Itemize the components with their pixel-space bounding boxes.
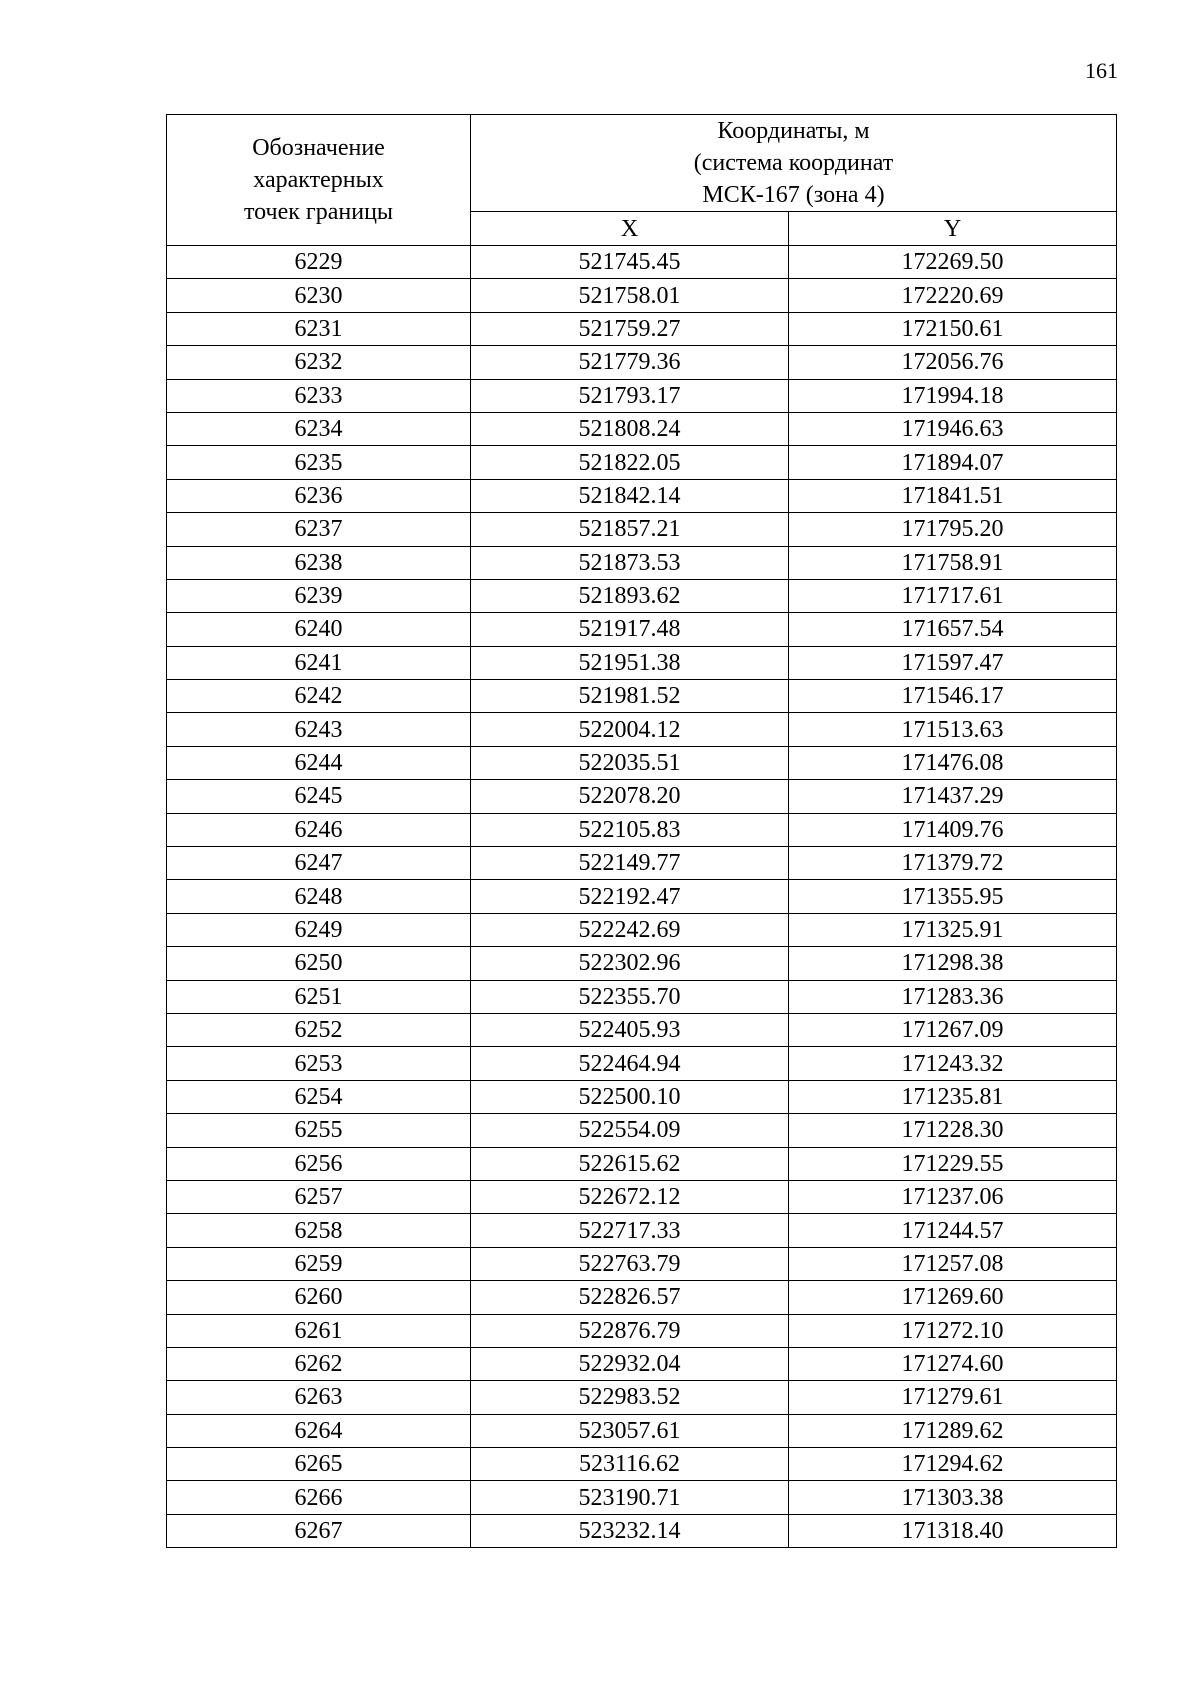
point-cell: 6245 bbox=[167, 780, 471, 813]
point-cell: 6231 bbox=[167, 312, 471, 345]
point-cell: 6263 bbox=[167, 1381, 471, 1414]
x-cell: 522242.69 bbox=[471, 913, 789, 946]
table-header bbox=[167, 115, 1117, 246]
table-row bbox=[167, 780, 1117, 813]
point-cell: 6230 bbox=[167, 279, 471, 312]
y-cell: 171244.57 bbox=[789, 1214, 1117, 1247]
table-row bbox=[167, 546, 1117, 579]
point-cell: 6265 bbox=[167, 1448, 471, 1481]
x-cell: 523232.14 bbox=[471, 1514, 789, 1547]
y-cell: 171279.61 bbox=[789, 1381, 1117, 1414]
x-cell: 521917.48 bbox=[471, 613, 789, 646]
table-row bbox=[167, 379, 1117, 412]
x-cell: 522554.09 bbox=[471, 1114, 789, 1147]
point-cell: 6241 bbox=[167, 646, 471, 679]
y-cell: 171272.10 bbox=[789, 1314, 1117, 1347]
y-cell: 171657.54 bbox=[789, 613, 1117, 646]
table-row bbox=[167, 346, 1117, 379]
x-cell: 522763.79 bbox=[471, 1247, 789, 1280]
point-cell: 6243 bbox=[167, 713, 471, 746]
x-cell: 522355.70 bbox=[471, 980, 789, 1013]
point-cell: 6267 bbox=[167, 1514, 471, 1547]
x-cell: 522615.62 bbox=[471, 1147, 789, 1180]
point-cell: 6233 bbox=[167, 379, 471, 412]
point-cell: 6251 bbox=[167, 980, 471, 1013]
y-cell: 171318.40 bbox=[789, 1514, 1117, 1547]
table-body bbox=[167, 246, 1117, 1548]
x-cell: 522983.52 bbox=[471, 1381, 789, 1414]
table-row bbox=[167, 1247, 1117, 1280]
x-cell: 522035.51 bbox=[471, 746, 789, 779]
table-row bbox=[167, 1314, 1117, 1347]
y-cell: 171597.47 bbox=[789, 646, 1117, 679]
point-cell: 6259 bbox=[167, 1247, 471, 1280]
point-cell: 6264 bbox=[167, 1414, 471, 1447]
table-row bbox=[167, 980, 1117, 1013]
header-coords-line: Координаты, м bbox=[717, 118, 870, 144]
table-row bbox=[167, 1147, 1117, 1180]
point-cell: 6232 bbox=[167, 346, 471, 379]
table-row bbox=[167, 813, 1117, 846]
point-cell: 6235 bbox=[167, 446, 471, 479]
point-cell: 6238 bbox=[167, 546, 471, 579]
table-row bbox=[167, 479, 1117, 512]
x-cell: 522717.33 bbox=[471, 1214, 789, 1247]
header-point-line: Обозначение bbox=[252, 135, 385, 161]
y-cell: 171841.51 bbox=[789, 479, 1117, 512]
point-cell: 6247 bbox=[167, 847, 471, 880]
x-cell: 523116.62 bbox=[471, 1448, 789, 1481]
y-cell: 171355.95 bbox=[789, 880, 1117, 913]
point-cell: 6262 bbox=[167, 1347, 471, 1380]
table-row bbox=[167, 1080, 1117, 1113]
x-cell: 521981.52 bbox=[471, 680, 789, 713]
y-cell: 171274.60 bbox=[789, 1347, 1117, 1380]
table-row bbox=[167, 446, 1117, 479]
x-cell: 523190.71 bbox=[471, 1481, 789, 1514]
y-cell: 171325.91 bbox=[789, 913, 1117, 946]
x-cell: 521893.62 bbox=[471, 579, 789, 612]
y-cell: 172220.69 bbox=[789, 279, 1117, 312]
x-cell: 521842.14 bbox=[471, 479, 789, 512]
point-cell: 6229 bbox=[167, 246, 471, 279]
y-cell: 171946.63 bbox=[789, 412, 1117, 445]
y-cell: 171257.08 bbox=[789, 1247, 1117, 1280]
point-cell: 6248 bbox=[167, 880, 471, 913]
y-cell: 171243.32 bbox=[789, 1047, 1117, 1080]
table-row bbox=[167, 246, 1117, 279]
table-row bbox=[167, 1013, 1117, 1046]
x-cell: 522302.96 bbox=[471, 947, 789, 980]
point-cell: 6246 bbox=[167, 813, 471, 846]
y-cell: 171546.17 bbox=[789, 680, 1117, 713]
table-row bbox=[167, 1180, 1117, 1213]
x-cell: 521758.01 bbox=[471, 279, 789, 312]
table-row bbox=[167, 1414, 1117, 1447]
table-row bbox=[167, 1347, 1117, 1380]
y-cell: 171513.63 bbox=[789, 713, 1117, 746]
point-cell: 6240 bbox=[167, 613, 471, 646]
x-cell: 522826.57 bbox=[471, 1281, 789, 1314]
table-row bbox=[167, 1448, 1117, 1481]
point-cell: 6234 bbox=[167, 412, 471, 445]
table-row bbox=[167, 947, 1117, 980]
y-cell: 171409.76 bbox=[789, 813, 1117, 846]
header-coords-line: МСК-167 (зона 4) bbox=[702, 182, 885, 208]
table-row bbox=[167, 680, 1117, 713]
header-coords-line: (система координат bbox=[693, 150, 894, 176]
table-row bbox=[167, 1281, 1117, 1314]
point-cell: 6253 bbox=[167, 1047, 471, 1080]
y-cell: 171717.61 bbox=[789, 579, 1117, 612]
table-row bbox=[167, 1481, 1117, 1514]
y-cell: 171235.81 bbox=[789, 1080, 1117, 1113]
x-cell: 521808.24 bbox=[471, 412, 789, 445]
x-cell: 521793.17 bbox=[471, 379, 789, 412]
header-y: Y bbox=[789, 212, 1117, 246]
x-cell: 522004.12 bbox=[471, 713, 789, 746]
y-cell: 171758.91 bbox=[789, 546, 1117, 579]
y-cell: 171894.07 bbox=[789, 446, 1117, 479]
y-cell: 171267.09 bbox=[789, 1013, 1117, 1046]
header-point-line: характерных bbox=[253, 167, 384, 193]
x-cell: 521759.27 bbox=[471, 312, 789, 345]
header-point-line: точек границы bbox=[243, 199, 394, 225]
x-cell: 521873.53 bbox=[471, 546, 789, 579]
y-cell: 172269.50 bbox=[789, 246, 1117, 279]
table-row bbox=[167, 412, 1117, 445]
x-cell: 522078.20 bbox=[471, 780, 789, 813]
point-cell: 6239 bbox=[167, 579, 471, 612]
table-row bbox=[167, 613, 1117, 646]
x-cell: 522672.12 bbox=[471, 1180, 789, 1213]
x-cell: 522149.77 bbox=[471, 847, 789, 880]
table-row bbox=[167, 646, 1117, 679]
point-cell: 6261 bbox=[167, 1314, 471, 1347]
point-cell: 6236 bbox=[167, 479, 471, 512]
x-cell: 521822.05 bbox=[471, 446, 789, 479]
table-row bbox=[167, 847, 1117, 880]
x-cell: 522876.79 bbox=[471, 1314, 789, 1347]
y-cell: 171795.20 bbox=[789, 513, 1117, 546]
x-cell: 522932.04 bbox=[471, 1347, 789, 1380]
y-cell: 172056.76 bbox=[789, 346, 1117, 379]
x-cell: 521745.45 bbox=[471, 246, 789, 279]
table-row bbox=[167, 1514, 1117, 1547]
y-cell: 171229.55 bbox=[789, 1147, 1117, 1180]
table-row bbox=[167, 1381, 1117, 1414]
header-point-designation bbox=[167, 115, 471, 246]
table-row bbox=[167, 1114, 1117, 1147]
y-cell: 171303.38 bbox=[789, 1481, 1117, 1514]
y-cell: 171437.29 bbox=[789, 780, 1117, 813]
y-cell: 172150.61 bbox=[789, 312, 1117, 345]
point-cell: 6244 bbox=[167, 746, 471, 779]
x-cell: 521857.21 bbox=[471, 513, 789, 546]
y-cell: 171237.06 bbox=[789, 1180, 1117, 1213]
y-cell: 171228.30 bbox=[789, 1114, 1117, 1147]
y-cell: 171298.38 bbox=[789, 947, 1117, 980]
table-row bbox=[167, 746, 1117, 779]
point-cell: 6256 bbox=[167, 1147, 471, 1180]
table-row bbox=[167, 713, 1117, 746]
x-cell: 521951.38 bbox=[471, 646, 789, 679]
table-row bbox=[167, 880, 1117, 913]
point-cell: 6266 bbox=[167, 1481, 471, 1514]
x-cell: 522105.83 bbox=[471, 813, 789, 846]
coordinates-table bbox=[166, 114, 1117, 1548]
table-row bbox=[167, 579, 1117, 612]
x-cell: 522192.47 bbox=[471, 880, 789, 913]
page-number: 161 bbox=[1085, 58, 1118, 83]
y-cell: 171294.62 bbox=[789, 1448, 1117, 1481]
point-cell: 6252 bbox=[167, 1013, 471, 1046]
x-cell: 523057.61 bbox=[471, 1414, 789, 1447]
y-cell: 171476.08 bbox=[789, 746, 1117, 779]
y-cell: 171269.60 bbox=[789, 1281, 1117, 1314]
point-cell: 6242 bbox=[167, 680, 471, 713]
header-coordinates bbox=[471, 115, 1117, 212]
table-row bbox=[167, 1047, 1117, 1080]
point-cell: 6258 bbox=[167, 1214, 471, 1247]
point-cell: 6260 bbox=[167, 1281, 471, 1314]
table-row bbox=[167, 913, 1117, 946]
header-x: X bbox=[471, 212, 789, 246]
point-cell: 6254 bbox=[167, 1080, 471, 1113]
table-row bbox=[167, 279, 1117, 312]
point-cell: 6257 bbox=[167, 1180, 471, 1213]
y-cell: 171379.72 bbox=[789, 847, 1117, 880]
y-cell: 171289.62 bbox=[789, 1414, 1117, 1447]
y-cell: 171283.36 bbox=[789, 980, 1117, 1013]
y-cell: 171994.18 bbox=[789, 379, 1117, 412]
point-cell: 6255 bbox=[167, 1114, 471, 1147]
table-row bbox=[167, 1214, 1117, 1247]
point-cell: 6237 bbox=[167, 513, 471, 546]
table-row bbox=[167, 513, 1117, 546]
x-cell: 522405.93 bbox=[471, 1013, 789, 1046]
x-cell: 521779.36 bbox=[471, 346, 789, 379]
table-row bbox=[167, 312, 1117, 345]
x-cell: 522464.94 bbox=[471, 1047, 789, 1080]
point-cell: 6249 bbox=[167, 913, 471, 946]
x-cell: 522500.10 bbox=[471, 1080, 789, 1113]
point-cell: 6250 bbox=[167, 947, 471, 980]
